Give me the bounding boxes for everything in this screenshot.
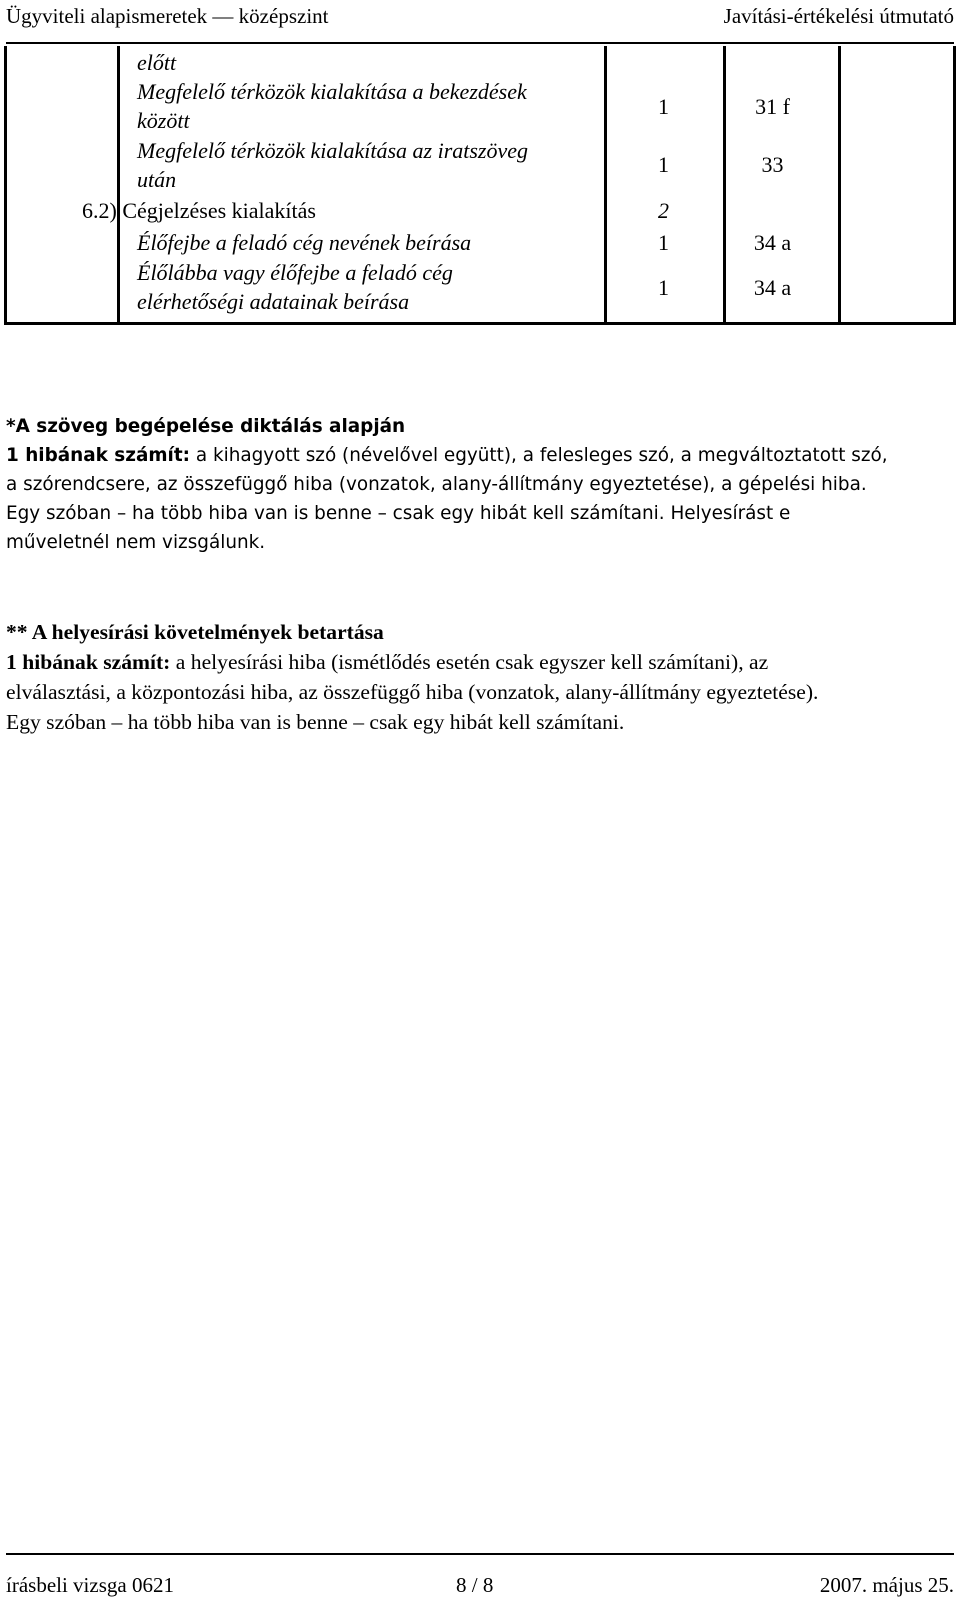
dictation-notes-title: *A szöveg begépelése diktálás alapján	[6, 416, 406, 437]
table-row-ref: 33	[761, 152, 784, 177]
footer-page-number: 8 / 8	[456, 1573, 494, 1597]
table-row-ref: 34 a	[753, 275, 792, 300]
spelling-notes-title: ** A helyesírási követelmények betartása	[6, 620, 384, 644]
spelling-notes-line	[6, 647, 956, 677]
table-column-divider	[117, 46, 120, 322]
table-row-criterion-cont: elérhetőségi adatainak beírása	[137, 289, 410, 314]
table-row-criterion: Megfelelő térközök kialakítása az iratszöveg	[137, 138, 529, 163]
table-row-ref: 34 a	[753, 230, 792, 255]
header-doc-type: Javítási-értékelési útmutató	[723, 4, 954, 28]
table-row-points: 1	[658, 152, 669, 177]
spelling-notes-lead: 1 hibának számít:	[6, 650, 171, 674]
table-row-criterion-cont: után	[137, 167, 177, 192]
footer-date: 2007. május 25.	[819, 1573, 954, 1597]
table-row-criterion: előtt	[137, 50, 177, 75]
table-row-ref: 31 f	[755, 94, 790, 119]
dictation-notes-text: a kihagyott szó (névelővel együtt), a felesleges szó, a megváltoztatott szó,	[189, 445, 888, 466]
table-column-divider	[838, 46, 841, 322]
table-row-points: 1	[658, 275, 669, 300]
dictation-notes-line: műveletnél nem vizsgálunk.	[6, 532, 266, 553]
table-row-criterion: Élőlábba vagy élőfejbe a feladó cég	[137, 260, 453, 285]
scoring-table	[4, 46, 956, 325]
footer-exam-id: írásbeli vizsga 0621	[6, 1573, 174, 1597]
dictation-notes-lead: 1 hibának számít:	[6, 445, 190, 466]
page-header	[6, 2, 954, 44]
table-row-points: 2	[658, 198, 669, 223]
dictation-notes-line: Egy szóban – ha több hiba van is benne – csak egy hibát kell számítani. Helyesírást e	[6, 503, 791, 524]
table-row-points: 1	[658, 94, 669, 119]
table-row-section-title: 6.2) Cégjelzéses kialakítás	[82, 198, 316, 223]
table-row-criterion: Megfelelő térközök kialakítása a bekezdések	[137, 79, 527, 104]
spelling-notes-text: a helyesírási hiba (ismétlődés esetén csak egyszer kell számítani), az	[170, 650, 769, 674]
table-row-criterion-cont: között	[137, 108, 190, 133]
dictation-notes	[6, 412, 954, 557]
header-subject: Ügyviteli alapismeretek — középszint	[6, 4, 329, 28]
spelling-notes-line: Egy szóban – ha több hiba van is benne – csak egy hibát kell számítani.	[6, 710, 625, 734]
page-footer	[6, 1553, 954, 1595]
dictation-notes-line	[6, 441, 954, 470]
table-row-points: 1	[658, 230, 669, 255]
dictation-notes-line: a szórendcsere, az összefüggő hiba (vonzatok, alany-állítmány egyeztetése), a gépelési hiba.	[6, 474, 867, 495]
spelling-notes	[6, 617, 956, 737]
table-row-criterion: Élőfejbe a feladó cég nevének beírása	[137, 230, 472, 255]
spelling-notes-line: elválasztási, a központozási hiba, az összefüggő hiba (vonzatok, alany-állítmány egyeztetése).	[6, 680, 819, 704]
